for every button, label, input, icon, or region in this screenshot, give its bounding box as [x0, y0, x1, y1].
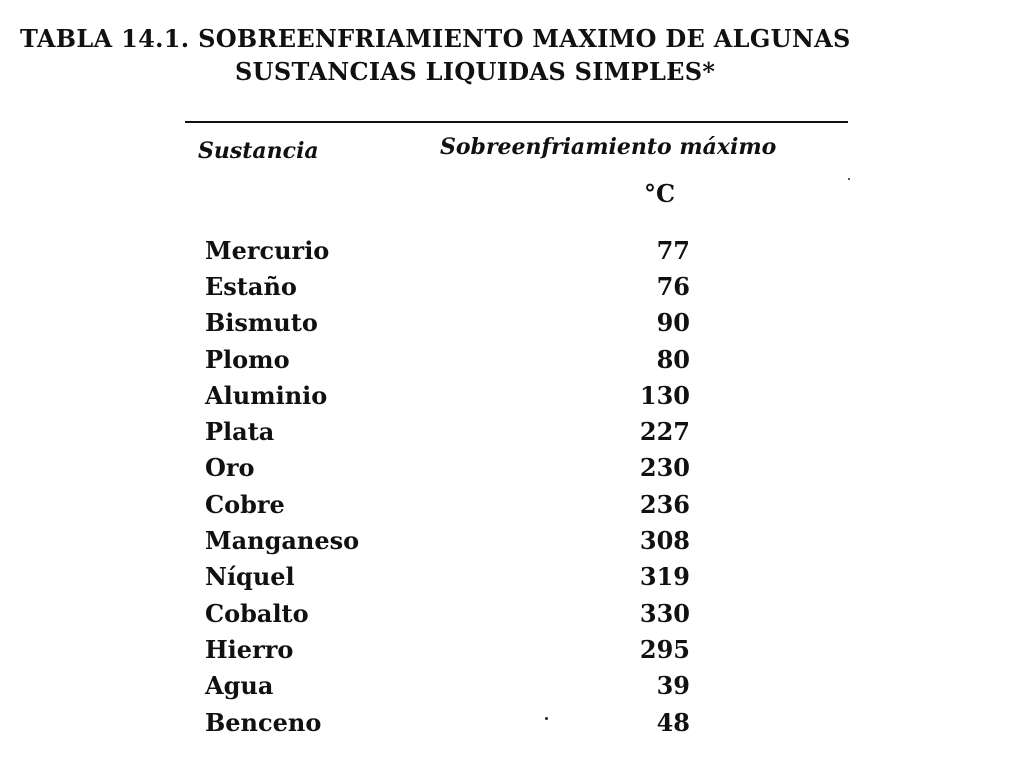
table-row [205, 413, 725, 449]
table-row [205, 559, 725, 595]
supercooling-value: 48 [656, 707, 690, 737]
substance-name: Manganeso [205, 526, 360, 556]
table-row [205, 305, 725, 341]
substance-name: Benceno [205, 707, 322, 737]
substance-name: Cobalto [205, 598, 309, 628]
table-row [205, 377, 725, 413]
table-row [205, 522, 725, 558]
substance-name: Níquel [205, 562, 295, 592]
table-row [205, 668, 725, 704]
supercooling-value: 80 [656, 344, 690, 374]
supercooling-value: 295 [639, 634, 690, 664]
table-title-line-2: SUSTANCIAS LIQUIDAS SIMPLES* [235, 57, 716, 86]
substance-name: Mercurio [205, 235, 330, 265]
table-row [205, 268, 725, 304]
scan-speck [848, 178, 850, 180]
supercooling-value: 227 [639, 417, 690, 447]
scan-speck [545, 717, 548, 720]
supercooling-value: 76 [656, 271, 690, 301]
table-row [205, 704, 725, 740]
column-unit: °C [644, 179, 676, 208]
table-row [205, 595, 725, 631]
substance-name: Plomo [205, 344, 290, 374]
supercooling-value: 230 [639, 453, 690, 483]
table-row [205, 450, 725, 486]
table-body [205, 232, 725, 740]
table-row [205, 486, 725, 522]
substance-name: Hierro [205, 634, 294, 664]
substance-name: Estaño [205, 271, 297, 301]
column-header-substance: Sustancia [198, 138, 319, 164]
table-row [205, 631, 725, 667]
supercooling-value: 77 [656, 235, 690, 265]
table-row [205, 341, 725, 377]
supercooling-value: 236 [639, 489, 690, 519]
substance-name: Aluminio [205, 380, 328, 410]
supercooling-value: 130 [639, 380, 690, 410]
substance-name: Oro [205, 453, 255, 483]
supercooling-value: 330 [639, 598, 690, 628]
supercooling-value: 90 [656, 308, 690, 338]
supercooling-value: 308 [639, 526, 690, 556]
header-rule [185, 121, 848, 123]
table-title-line-1: TABLA 14.1. SOBREENFRIAMIENTO MAXIMO DE ALGUNAS [20, 24, 851, 53]
column-header-supercooling: Sobreenfriamiento máximo [440, 134, 777, 160]
supercooling-value: 39 [656, 671, 690, 701]
substance-name: Agua [205, 671, 274, 701]
substance-name: Plata [205, 417, 275, 447]
substance-name: Bismuto [205, 308, 318, 338]
table-row [205, 232, 725, 268]
substance-name: Cobre [205, 489, 285, 519]
supercooling-value: 319 [639, 562, 690, 592]
